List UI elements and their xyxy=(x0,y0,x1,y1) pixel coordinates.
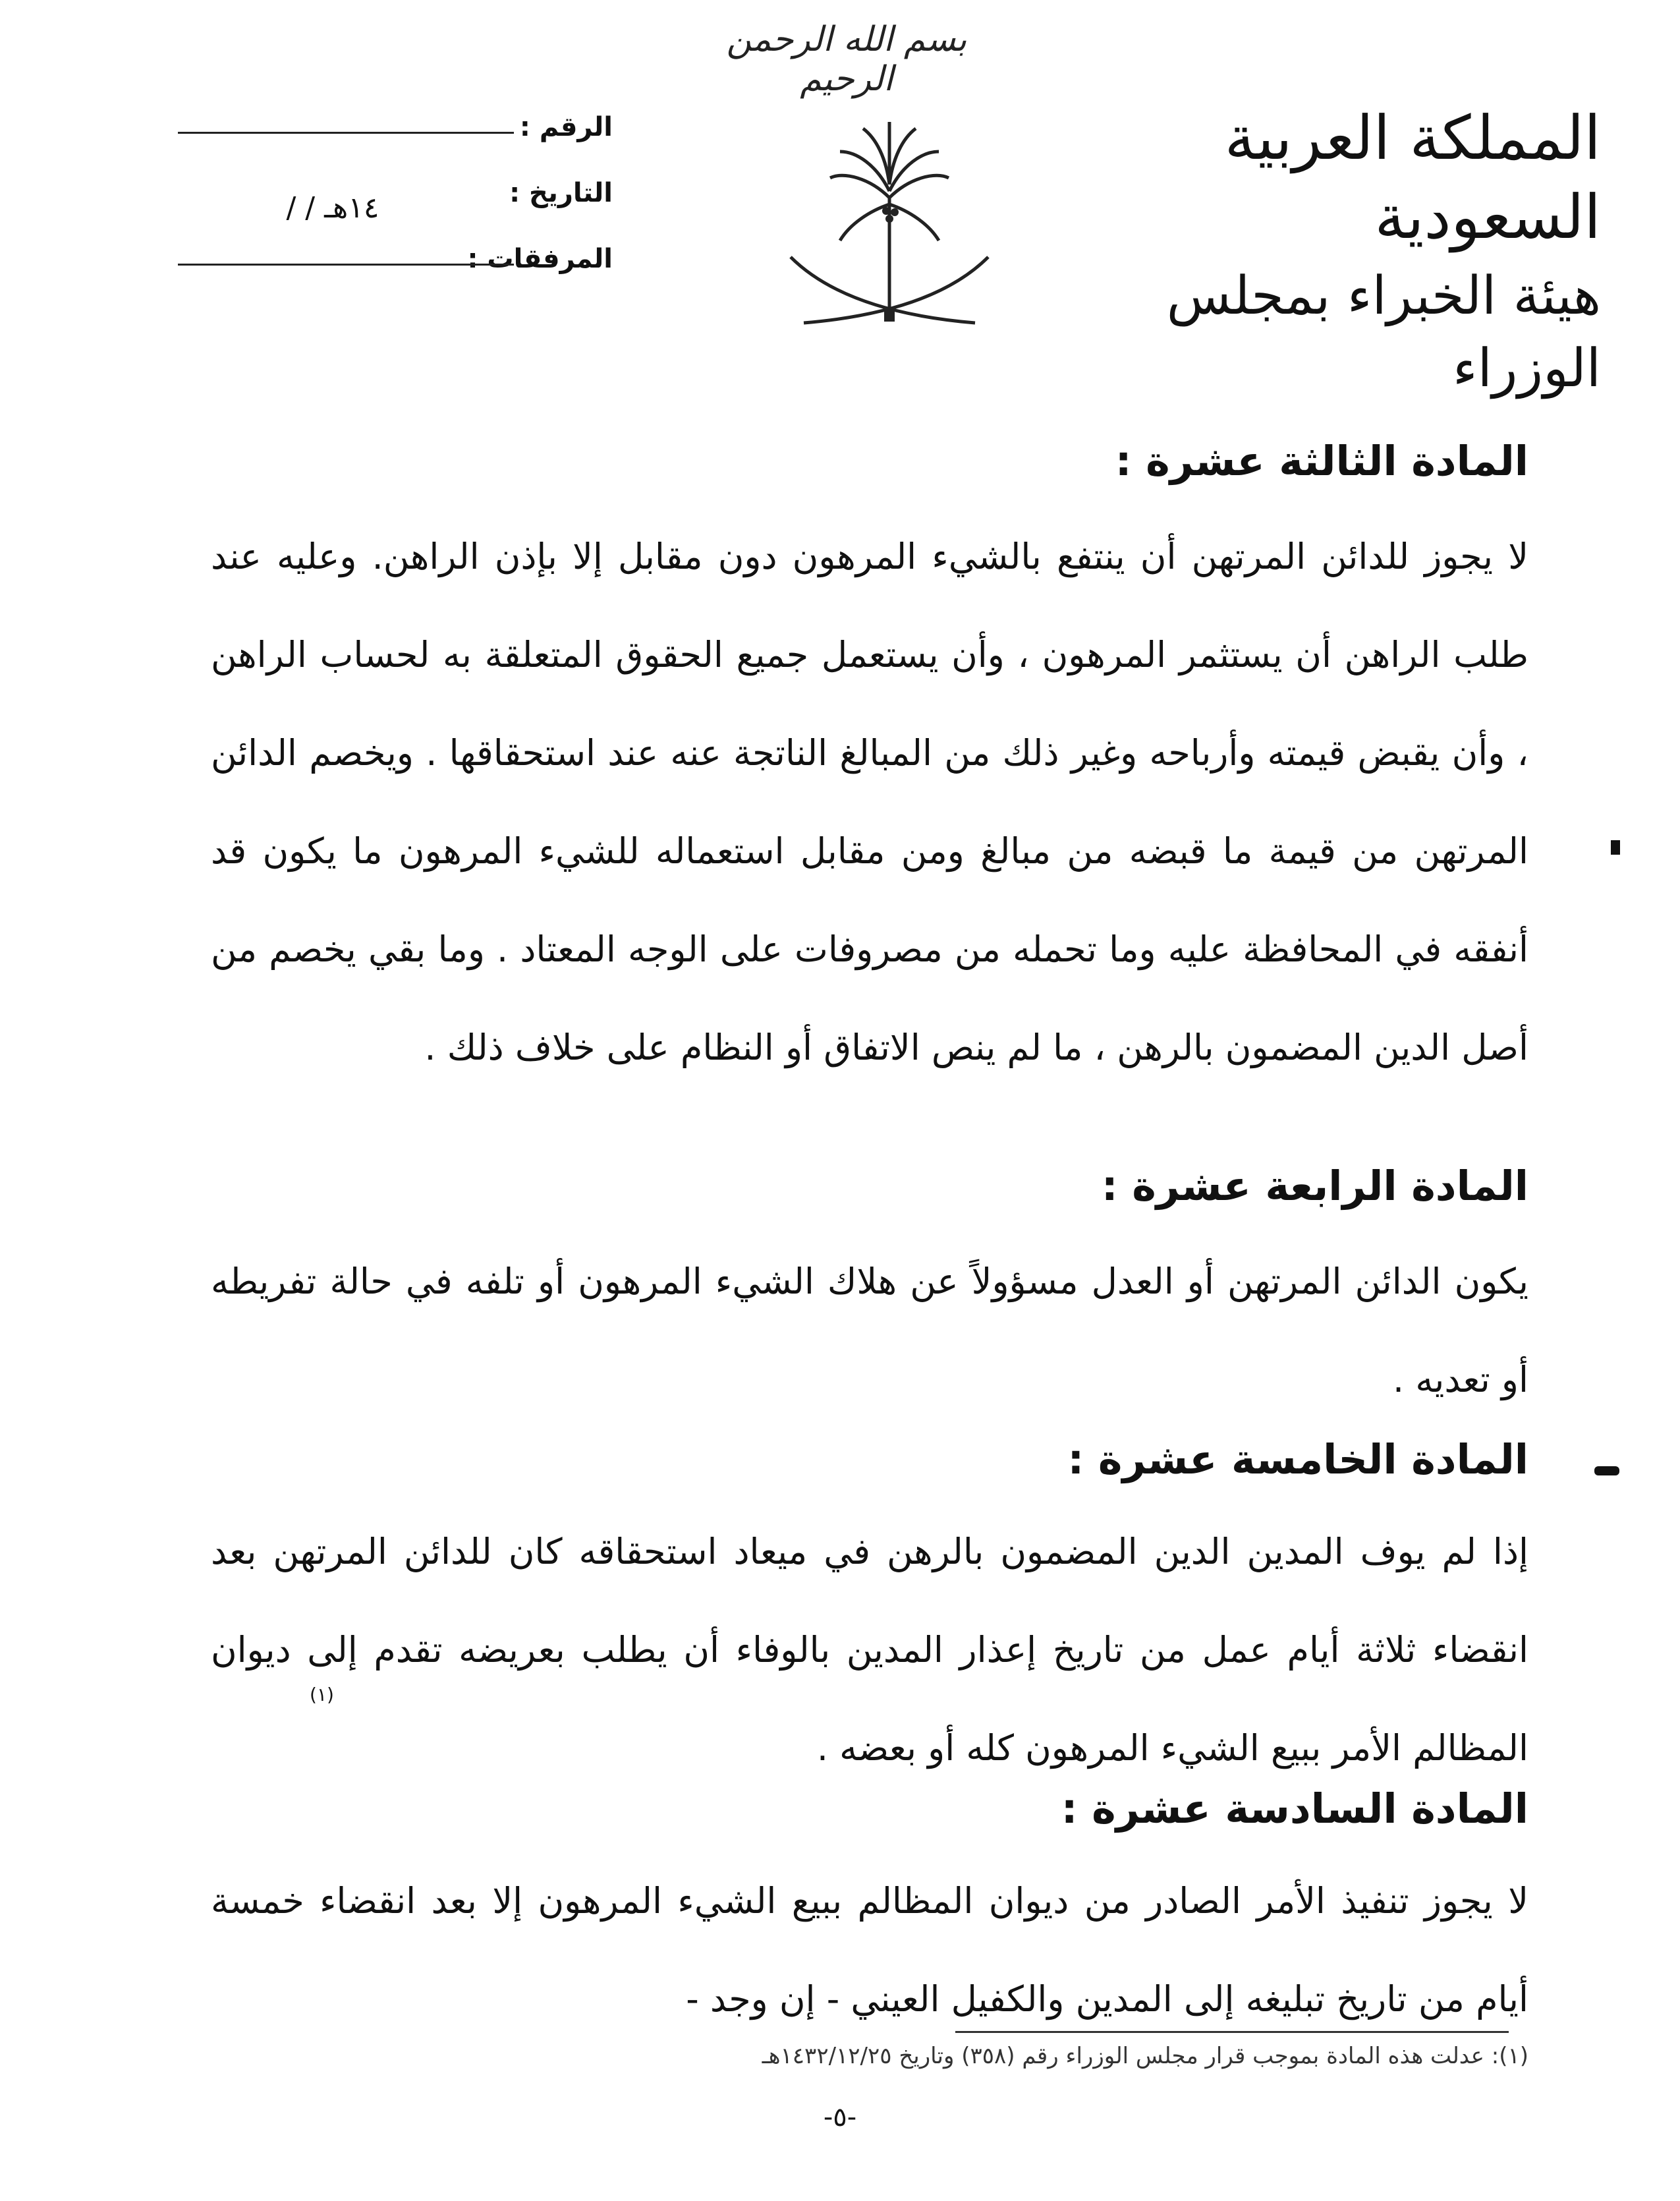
attachments-row xyxy=(178,231,613,297)
article-16-title: المادة السادسة عشرة : xyxy=(1061,1785,1528,1833)
footnote-text: (١): عدلت هذه المادة بموجب قرار مجلس الوزراء رقم (٣٥٨) وتاريخ ١٤٣٢/١٢/٢٥هـ xyxy=(762,2043,1528,2069)
ref-number-row xyxy=(178,99,613,165)
ref-number-label: الرقم : xyxy=(519,112,613,142)
footnote-divider xyxy=(955,2031,1509,2033)
kingdom-name: المملكة العربية السعودية xyxy=(1224,103,1601,252)
attachments-line xyxy=(178,264,514,266)
article-13-text: لا يجوز للدائن المرتهن أن ينتفع بالشيء المرهون دون مقابل إلا بإذن الراهن. وعليه عند طلب الراهن أن يستثمر المرهون ، وأن يستعمل جميع الحقوق المتعلقة به لحساب الراهن ، وأن يقبض قيمته وأرباحه وغير ذلك من المبالغ الناتجة عنه عند استحقاقها . ويخصم الدائن المرتهن من قيمة ما قبضه من مبالغ ومن مقابل استعماله للشيء المرهون ما يكون قد أنفقه في المحافظة عليه وما تحمله من مصروفات على الوجه المعتاد . وما بقي يخصم من أصل الدين المضمون بالرهن ، ما لم ينص الاتفاق أو النظام على خلاف ذلك . xyxy=(211,536,1528,1068)
body-name: هيئة الخبراء بمجلس الوزراء xyxy=(1166,265,1601,399)
scan-mark xyxy=(1594,1466,1619,1475)
scan-mark xyxy=(1611,840,1620,855)
article-14-title: المادة الرابعة عشرة : xyxy=(1101,1162,1528,1210)
article-14-text: يكون الدائن المرتهن أو العدل مسؤولاً عن هلاك الشيء المرهون أو تلفه في حالة تفريطه أو تعديه . xyxy=(211,1261,1528,1400)
page-number: -٥- xyxy=(823,2102,857,2132)
basmala: بسم الله الرحمن الرحيم xyxy=(726,20,967,99)
date-value: / / ١٤هـ xyxy=(286,191,379,225)
article-16-text: لا يجوز تنفيذ الأمر الصادر من ديوان المظالم ببيع الشيء المرهون إلا بعد انقضاء خمسة أيام من تاريخ تبليغه إلى المدين والكفيل العيني - إن وجد - xyxy=(211,1880,1528,2020)
article-13-title: المادة الثالثة عشرة : xyxy=(1115,437,1528,485)
ref-number-line xyxy=(178,132,514,134)
emblem-palm-swords-icon xyxy=(777,99,1001,343)
date-row xyxy=(178,165,613,231)
reference-fields xyxy=(178,99,613,297)
attachments-label: المرفقات : xyxy=(467,244,613,274)
letterhead-entity xyxy=(1008,99,1601,405)
article-15-text: إذا لم يوف المدين الدين المضمون بالرهن في ميعاد استحقاقه كان للدائن المرتهن بعد انقضاء ثلاثة أيام عمل من تاريخ إعذار المدين بالوفاء أن يطلب بعريضه تقدم إلى ديوان المظالم الأمر ببيع الشيء المرهون كله أو بعضه . xyxy=(211,1531,1528,1769)
article-15-title: المادة الخامسة عشرة : xyxy=(1067,1435,1528,1483)
footnote-marker: (١) xyxy=(310,1684,334,1705)
date-label: التاريخ : xyxy=(509,178,613,208)
